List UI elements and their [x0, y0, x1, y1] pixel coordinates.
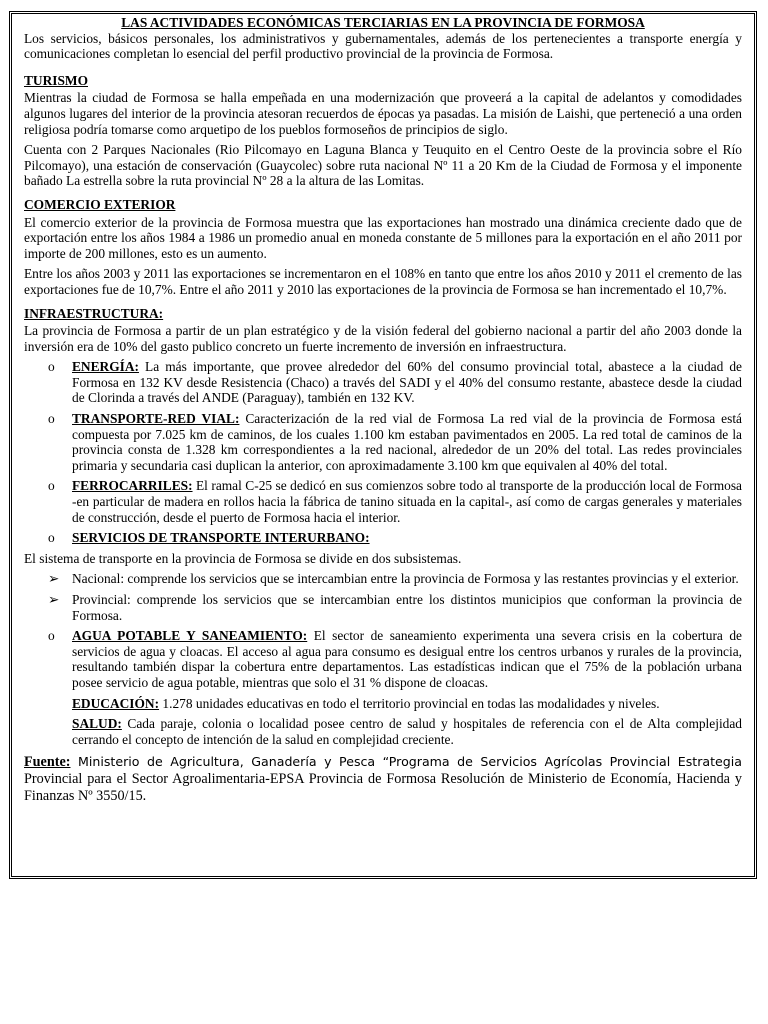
red-vial-heading: TRANSPORTE-RED VIAL: [72, 411, 240, 427]
provincial-text: Provincial: comprende los servicios que se intercambian entre los distintos municipios que conforman la provincia de Formosa. [72, 592, 742, 623]
comercio-paragraph-1: El comercio exterior de la provincia de Formosa muestra que las exportaciones han mostrado una dinámica creciente dado que de exportación entre los años 1984 a 1986 un promedio anual en moneda constante de 5 millones para la exportación en el año 2011 por importe de 200 millones, esto es un aumento. [24, 214, 742, 261]
source-text-sans: Ministerio de Agricultura, Ganadería y Pesca “Programa de Servicios Agrícolas Provincial Estrategia [70, 754, 742, 770]
source-label: Fuente: [24, 754, 71, 771]
interurbano-heading: SERVICIOS DE TRANSPORTE INTERURBANO: [72, 530, 370, 546]
turismo-paragraph-1: Mientras la ciudad de Formosa se halla empeñada en una modernización que proveerá a la capital de adelantos y comodidades algunos lugares del interior de la provincia atesoran recuerdos de épocas ya pasadas. La misión de Laishi, que perteneció a una orden religiosa podría tomarse como arquetipo de los pueblos formoseños de principios de siglo. [24, 90, 742, 137]
circle-bullet-icon: o [48, 411, 55, 427]
arrow-bullet-icon: ➢ [48, 571, 60, 587]
turismo-paragraph-2: Cuenta con 2 Parques Nacionales (Rio Pilcomayo en Laguna Blanca y Teuquito en el Centro Oeste de la provincia sobre el Río Pilcomayo), una estación de conservación (Guaycolec) sobre ruta nacional Nº 11 a 20 Km de la Ciudad de Formosa y el imponente bañado La estrella sobre la ruta provincial Nº 28 a la altura de las Lomitas. [24, 142, 742, 189]
item-educacion [24, 696, 742, 712]
circle-bullet-icon: o [48, 359, 55, 375]
item-salud [24, 716, 742, 747]
list-item-ferrocarriles [24, 478, 742, 525]
red-vial-text: Caracterización de la red vial de Formosa La red vial de la provincia de Formosa está compuesta por 7.025 km de caminos, de los cuales 1.100 km estaban pavimentados en 2005. La red total de caminos de la provincia consta de 1.328 km correspondientes a la red nacional, alrededor de un 20% del total. Las redes provinciales primaria y secundaria casi duplican la anterior, con aproximadamente 3.100 km que equivalen al 40% del total. [72, 411, 742, 473]
section-heading-infraestructura: INFRAESTRUCTURA: [24, 305, 164, 321]
interurbano-paragraph: El sistema de transporte en la provincia de Formosa se divide en dos subsistemas. [24, 550, 462, 566]
agua-text: El sector de saneamiento experimenta una severa crisis en la cobertura de servicios de agua y cloacas. El acceso al agua para consumo es desigual entre los centros urbanos y rurales de la provincia, resultando también dispar la cobertura entre departamentos. Las estadísticas indican que el 75% de la población urbana posee servicio de agua potable, mientras que solo el 31 % dispone de cloacas. [72, 628, 742, 690]
document-body [24, 15, 742, 804]
salud-text: Cada paraje, colonia o localidad posee centro de salud y hospitales de referencia con el de Alta complejidad cerrando el concepto de intención de la salud en complejidad creciente. [72, 716, 742, 747]
circle-bullet-icon: o [48, 478, 55, 494]
list-item-nacional [24, 571, 742, 587]
agua-heading: AGUA POTABLE Y SANEAMIENTO: [72, 628, 308, 644]
list-item-provincial [24, 592, 742, 623]
comercio-paragraph-2: Entre los años 2003 y 2011 las exportaciones se incrementaron en el 108% en tanto que entre los años 2010 y 2011 el cremento de las exportaciones fue de 10,7%. Entre el año 2011 y 2010 las exportaciones de la provincia de Formosa se han incrementado el 10,7%. [24, 266, 742, 297]
energia-heading: ENERGÍA: [72, 359, 139, 375]
list-item-interurbano [24, 530, 742, 546]
list-item-energia [24, 359, 742, 406]
educacion-heading: EDUCACIÓN: [72, 695, 160, 711]
list-item-agua [24, 628, 742, 690]
circle-bullet-icon: o [48, 628, 55, 644]
energia-text: La más importante, que provee alrededor del 60% del consumo provincial total, abastece a la ciudad de Formosa en 132 KV desde Resistencia (Chaco) a través del SADI y el 40% del consumo restante, abastece desde la ciudad de Clorinda a través del ANDE (Paraguay), también en 132 KV. [72, 359, 742, 406]
section-heading-comercio: COMERCIO EXTERIOR [24, 196, 176, 212]
nacional-text: Nacional: comprende los servicios que se intercambian entre la provincia de Formosa y las restantes provincias y el exterior. [72, 571, 739, 587]
document-title: LAS ACTIVIDADES ECONÓMICAS TERCIARIAS EN LA PROVINCIA DE FORMOSA [121, 15, 645, 30]
circle-bullet-icon: o [48, 530, 55, 546]
ferrocarriles-text: El ramal C-25 se dedicó en sus comienzos sobre todo al transporte de la producción local de Formosa -en particular de madera en rollos hacia la fábrica de tanino situada en la capital-, así como de cargas generales y materiales de construcción, desde el puerto de Formosa hacia el interior. [72, 478, 742, 525]
arrow-bullet-icon: ➢ [48, 592, 60, 607]
infra-paragraph: La provincia de Formosa a partir de un plan estratégico y de la visión federal del gobierno nacional a partir del año 2003 donde la inversión era de 10% del gasto publico concreto un fuerte incremento de inversión en infraestructura. [24, 323, 742, 354]
intro-paragraph: Los servicios, básicos personales, los administrativos y gubernamentales, además de los pertenecientes a transporte energía y comunicaciones completan lo esencial del perfil productivo provincial de la provincia de Formosa. [24, 30, 742, 62]
ferrocarriles-heading: FERROCARRILES: [72, 478, 193, 494]
educacion-text: 1.278 unidades educativas en todo el territorio provincial en todas las modalidades y niveles. [159, 695, 660, 711]
list-item-red-vial [24, 411, 742, 473]
source-citation [24, 754, 742, 804]
source-text-rest: Provincial para el Sector Agroalimentaria-EPSA Provincia de Formosa Resolución de Ministerio de Economía, Hacienda y Finanzas Nº 3550/15. [24, 770, 742, 804]
section-heading-turismo: TURISMO [24, 72, 88, 88]
salud-heading: SALUD: [72, 716, 122, 732]
